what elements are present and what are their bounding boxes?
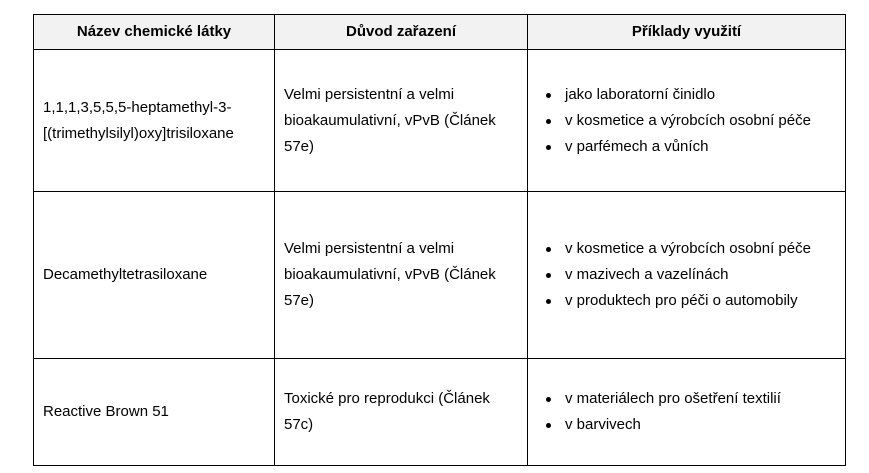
table-row: [34, 50, 846, 192]
header-substance-name: Název chemické látky: [34, 15, 275, 50]
substance-name-cell: [34, 192, 275, 359]
list-item: v parfémech a vůních: [565, 134, 836, 160]
reason-cell: [275, 359, 528, 466]
list-item: v kosmetice a výrobcích osobní péče: [565, 108, 836, 134]
table-row: [34, 359, 846, 466]
substance-name: 1,1,1,3,5,5,5-heptamethyl-3-[(trimethylsilyl)oxy]trisiloxane: [43, 98, 234, 142]
list-item: v materiálech pro ošetření textilií: [565, 386, 836, 412]
uses-cell: [528, 359, 846, 466]
substance-name: Reactive Brown 51: [43, 403, 169, 420]
reason-cell: [275, 192, 528, 359]
uses-cell: [528, 192, 846, 359]
reason-text: Velmi persistentní a velmi bioakaumulativní, vPvB (Článek 57e): [284, 85, 496, 155]
uses-list: [537, 82, 836, 160]
table-body: [34, 50, 846, 466]
reason-text: Velmi persistentní a velmi bioakaumulativní, vPvB (Článek 57e): [284, 240, 496, 309]
reason-text: Toxické pro reprodukci (Článek 57c): [284, 390, 490, 433]
substance-name: Decamethyltetrasiloxane: [43, 266, 208, 283]
substance-name-cell: [34, 359, 275, 466]
header-reason: Důvod zařazení: [275, 15, 528, 50]
list-item: v barvivech: [565, 412, 836, 438]
list-item: v mazivech a vazelínách: [565, 262, 836, 288]
header-use-examples: Příklady využití: [528, 15, 846, 50]
uses-cell: [528, 50, 846, 192]
table-header: [34, 15, 846, 50]
list-item: v kosmetice a výrobcích osobní péče: [565, 236, 836, 262]
table-row: [34, 192, 846, 359]
substance-name-cell: [34, 50, 275, 192]
list-item: v produktech pro péči o automobily: [565, 288, 836, 314]
header-row: [34, 15, 846, 50]
uses-list: [537, 236, 836, 314]
reason-cell: [275, 50, 528, 192]
uses-list: [537, 386, 836, 438]
substances-table: [33, 14, 846, 466]
list-item: jako laboratorní činidlo: [565, 82, 836, 108]
